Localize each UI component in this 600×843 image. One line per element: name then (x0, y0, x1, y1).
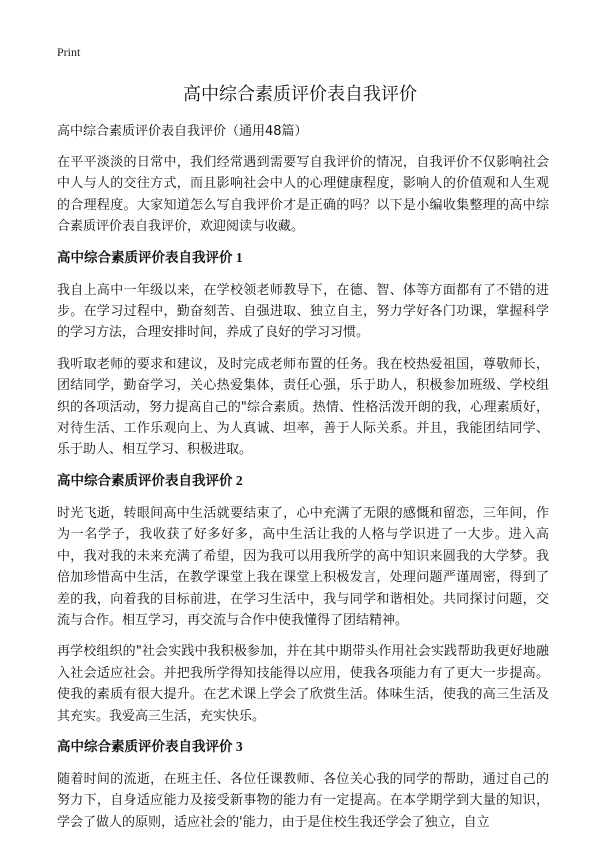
section-heading-2: 高中综合素质评价表自我评价 2 (57, 472, 243, 488)
document-body (57, 122, 549, 843)
section-heading-3: 高中综合素质评价表自我评价 3 (57, 738, 243, 754)
paragraph: 随着时间的流逝，在班主任、各位任课教师、各位关心我的同学的帮助，通过自己的努力下，自身适应能力及接受新事物的能力有一定提高。在本学期学到大量的知识，学会了做人的原则，适应社会的'能力，由于是住校生我还学会了独立，自立 (57, 771, 549, 830)
section-heading-1: 高中综合素质评价表自我评价 1 (57, 249, 243, 265)
page-title: 高中综合素质评价表自我评价 (183, 84, 417, 105)
print-link[interactable]: Print (57, 45, 81, 59)
paragraph: 再学校组织的"社会实践中我积极参加，并在其中期带头作用社会实践帮助我更好地融入社会适应社会。并把我所学得知技能得以应用，使我各项能力有了更大一步提高。使我的素质有很大提升。在艺术课上学会了欣赏生活。体味生活，使我的高三生活及其充实。我爱高三生活，充实快乐。 (57, 644, 549, 724)
intro-paragraph: 在平平淡淡的日常中，我们经常遇到需要写自我评价的情况，自我评价不仅影响社会中人与人的交往方式，而且影响社会中人的心理健康程度，影响人的价值观和人生观的合理程度。大家知道怎么写自我评价才是正确的吗？以下是小编收集整理的高中综合素质评价表自我评价，欢迎阅读与收藏。 (57, 155, 549, 235)
paragraph: 我自上高中一年级以来，在学校领老师教导下，在德、智、体等方面都有了不错的进步。在学习过程中，勤奋刻苦、自强进取、独立自主，努力学好各门功课，掌握科学的学习方法，合理安排时间，养成了良好的学习习惯。 (57, 282, 549, 341)
paragraph: 时光飞逝，转眼间高中生活就要结束了，心中充满了无限的感慨和留恋，三年间，作为一名学子，我收获了好多好多，高中生活让我的人格与学识进了一大步。进入高中，我对我的未来充满了希望，因为我可以用我所学的高中知识来圆我的大学梦。我倍加珍惜高中生活，在教学课堂上我在课堂上积极发言，处理问题严谨周密，得到了差的我，向着我的目标前进，在学习生活中，我与同学和谐相处。共同探讨问题，交流与合作。相互学习，再交流与合作中使我懂得了团结精神。 (57, 505, 549, 628)
subtitle: 高中综合素质评价表自我评价（通用48篇） (57, 124, 308, 139)
paragraph: 我听取老师的要求和建议，及时完成老师布置的任务。我在校热爱祖国，尊敬师长，团结同学，勤奋学习，关心热爱集体，责任心强，乐于助人，积极参加班级、学校组织的各项活动，努力提高自己的"综合素质。热情、性格活泼开朗的我，心理素质好，对待生活、工作乐观向上、为人真诚、坦率，善于人际关系。并且，我能团结同学、乐于助人、相互学习、积极进取。 (57, 356, 549, 458)
